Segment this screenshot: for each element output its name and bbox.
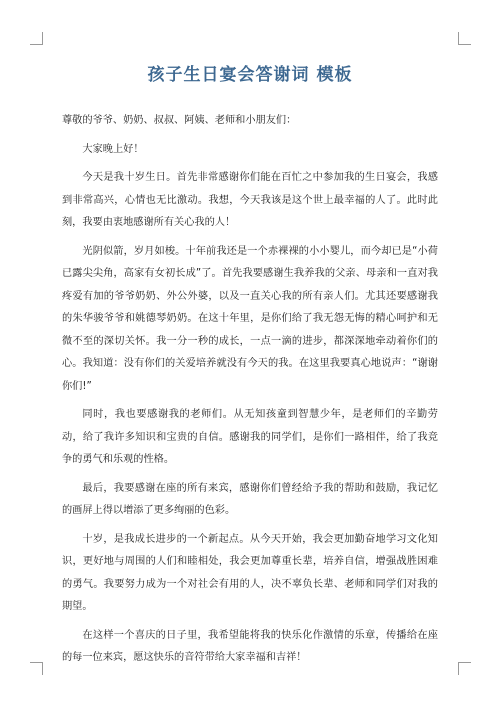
crop-mark-bottom-right <box>458 662 471 675</box>
body-paragraph: 光阴似箭，岁月如梭。十年前我还是一个赤裸裸的小小婴儿，而今却已是“小荷已露尖尖角，高家有女初长成”了。首先我要感谢生我养我的父亲、母亲和一直对我疼爱有加的爷爷奶奶、外公外婆，以及一直关心我的所有亲人们。尤其还要感谢我的朱华骏爷爷和姚德琴奶奶。在这十年里，是你们给了我无怨无悔的精心呵护和无微不至的深切关怀。我一分一秒的成长，一点一滴的进步，都深深地牵动着你们的心。我知道：没有你们的关爱培养就没有今天的我。在这里我要真心地说声：“谢谢你们!” <box>62 245 438 392</box>
crop-mark-bottom-left <box>30 662 43 675</box>
body-paragraph: 十岁，是我成长进步的一个新起点。从今天开始，我会更加勤奋地学习文化知识，更好地与周围的人们和睦相处，我会更加尊重长辈，培养自信，增强战胜困难的勇气。我要努力成为一个对社会有用的人，决不辜负长辈、老师和同学们对我的期望。 <box>62 533 438 612</box>
closing-paragraph: 在这样一个喜庆的日子里，我希望能将我的快乐化作激情的乐章，传播给在座的每一位来宾，愿这快乐的音符带给大家幸福和吉祥！ <box>62 629 438 663</box>
greeting: 大家晚上好！ <box>82 143 144 155</box>
document-body <box>62 110 438 676</box>
crop-mark-top-left <box>30 32 43 45</box>
body-paragraph: 今天是我十岁生日。首先非常感谢你们能在百忙之中参加我的生日宴会，我感到非常高兴，心情也无比激动。我想，今天我该是这个世上最幸福的人了。此时此刻，我要由衷地感谢所有关心我的人！ <box>62 172 438 228</box>
salutation: 尊敬的爷爷、奶奶、叔叔、阿姨、老师和小朋友们： <box>62 115 297 126</box>
body-paragraph: 同时，我也要感谢我的老师们。从无知孩童到智慧少年，是老师们的辛勤劳动，给了我许多知识和宝贵的自信。感谢我的同学们，是你们一路相伴，给了我竞争的勇气和乐观的性格。 <box>62 409 438 465</box>
crop-mark-top-right <box>458 32 471 45</box>
body-paragraph: 最后，我要感谢在座的所有来宾，感谢你们曾经给予我的帮助和鼓励，我记忆的画屏上得以增添了更多绚丽的色彩。 <box>62 482 438 516</box>
document-title: 孩子生日宴会答谢词 模板 <box>147 65 353 85</box>
